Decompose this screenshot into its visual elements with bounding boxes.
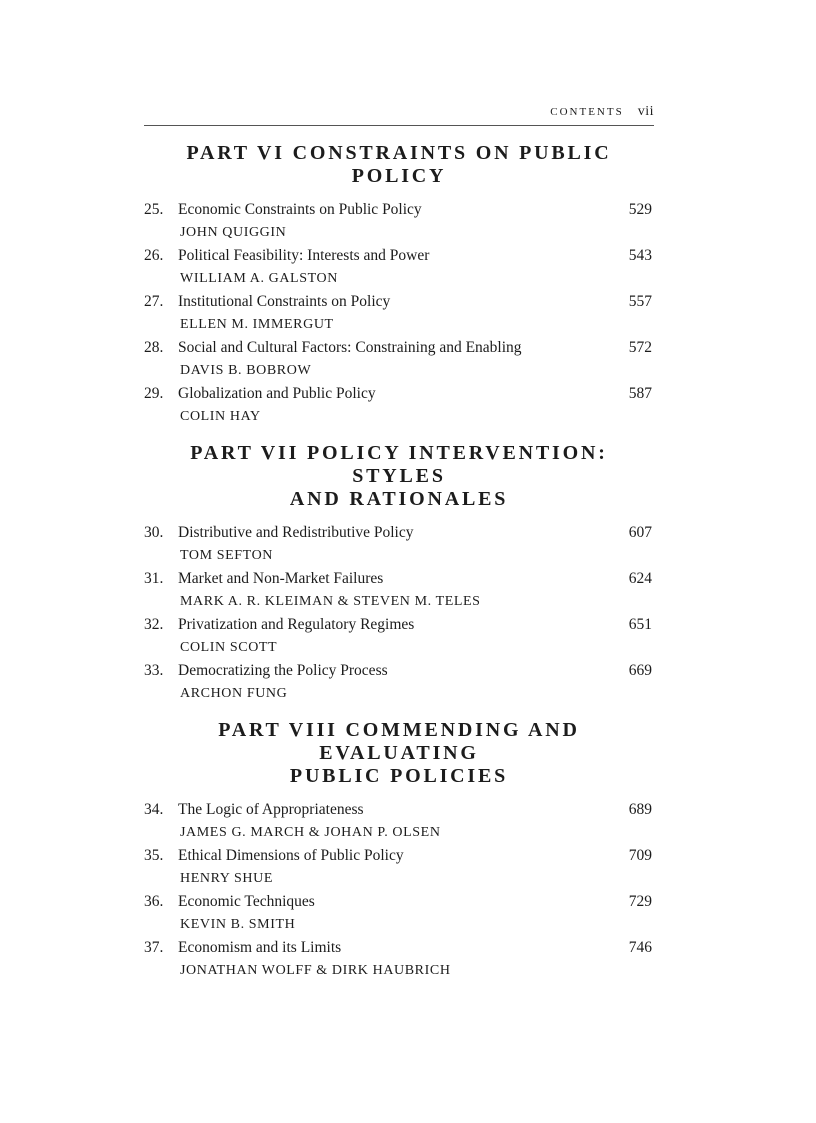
part-title-line: PART VII POLICY INTERVENTION: STYLES xyxy=(190,442,608,487)
chapter-author: TOM SEFTON xyxy=(180,548,274,563)
page-number: 624 xyxy=(628,570,652,587)
chapter-author: JOHN QUIGGIN xyxy=(180,225,287,240)
chapter-number: 29. xyxy=(144,385,164,402)
chapter-title: Economic Techniques xyxy=(178,893,315,910)
page-number: 529 xyxy=(628,201,652,218)
toc-entry[interactable] xyxy=(144,798,654,844)
chapter-title: Democratizing the Policy Process xyxy=(178,662,388,679)
chapter-title: Political Feasibility: Interests and Power xyxy=(178,247,430,264)
chapter-title: Distributive and Redistributive Policy xyxy=(178,524,414,541)
chapter-title: The Logic of Appropriateness xyxy=(178,801,364,818)
chapter-author: DAVIS B. BOBROW xyxy=(180,363,312,378)
part-section xyxy=(144,442,654,705)
chapter-author: KEVIN B. SMITH xyxy=(180,917,296,932)
chapter-author: MARK A. R. KLEIMAN & STEVEN M. TELES xyxy=(180,594,481,609)
toc-entry[interactable] xyxy=(144,290,654,336)
page-number: 607 xyxy=(628,524,652,541)
page-number: 587 xyxy=(628,385,652,402)
toc-entry[interactable] xyxy=(144,567,654,613)
chapter-title: Globalization and Public Policy xyxy=(178,385,376,402)
toc-entry[interactable] xyxy=(144,613,654,659)
part-section xyxy=(144,142,654,428)
chapter-title: Institutional Constraints on Policy xyxy=(178,293,391,310)
header-rule xyxy=(144,125,654,126)
chapter-number: 37. xyxy=(144,939,164,956)
page-number: 669 xyxy=(628,662,652,679)
chapter-title: Market and Non-Market Failures xyxy=(178,570,384,587)
running-head-label: CONTENTS xyxy=(550,106,624,118)
page-number: 746 xyxy=(628,939,652,956)
running-head xyxy=(144,104,654,120)
chapter-title: Social and Cultural Factors: Constraining and Enabling xyxy=(178,339,522,356)
chapter-author: COLIN HAY xyxy=(180,409,261,424)
page-number: 729 xyxy=(628,893,652,910)
toc-entry[interactable] xyxy=(144,890,654,936)
contents-list xyxy=(144,142,654,996)
chapter-number: 30. xyxy=(144,524,164,541)
page-number: 543 xyxy=(628,247,652,264)
chapter-title: Economic Constraints on Public Policy xyxy=(178,201,422,218)
toc-entry[interactable] xyxy=(144,198,654,244)
toc-entry[interactable] xyxy=(144,936,654,982)
page-number: 557 xyxy=(628,293,652,310)
part-title xyxy=(144,442,654,511)
chapter-number: 35. xyxy=(144,847,164,864)
chapter-author: ELLEN M. IMMERGUT xyxy=(180,317,334,332)
part-section xyxy=(144,719,654,982)
chapter-author: WILLIAM A. GALSTON xyxy=(180,271,338,286)
part-title-line: PART VI CONSTRAINTS ON PUBLIC POLICY xyxy=(186,142,612,187)
part-title xyxy=(144,719,654,788)
part-title-line: AND RATIONALES xyxy=(289,488,509,510)
chapter-author: JAMES G. MARCH & JOHAN P. OLSEN xyxy=(180,825,441,840)
chapter-number: 28. xyxy=(144,339,164,356)
toc-entry[interactable] xyxy=(144,382,654,428)
chapter-number: 33. xyxy=(144,662,164,679)
chapter-title: Ethical Dimensions of Public Policy xyxy=(178,847,404,864)
chapter-author: COLIN SCOTT xyxy=(180,640,278,655)
page-number: 709 xyxy=(628,847,652,864)
chapter-title: Economism and its Limits xyxy=(178,939,342,956)
page-number: 689 xyxy=(628,801,652,818)
page-folio: vii xyxy=(637,104,654,119)
chapter-number: 27. xyxy=(144,293,164,310)
page-number: 572 xyxy=(628,339,652,356)
toc-entry[interactable] xyxy=(144,521,654,567)
chapter-author: HENRY SHUE xyxy=(180,871,273,886)
chapter-title: Privatization and Regulatory Regimes xyxy=(178,616,415,633)
chapter-author: JONATHAN WOLFF & DIRK HAUBRICH xyxy=(180,963,451,978)
chapter-number: 25. xyxy=(144,201,164,218)
part-title xyxy=(144,142,654,188)
toc-entry[interactable] xyxy=(144,336,654,382)
part-title-line: PART VIII COMMENDING AND EVALUATING xyxy=(218,719,580,764)
page-number: 651 xyxy=(628,616,652,633)
toc-entry[interactable] xyxy=(144,659,654,705)
toc-entry[interactable] xyxy=(144,844,654,890)
chapter-number: 34. xyxy=(144,801,164,818)
chapter-number: 36. xyxy=(144,893,164,910)
part-title-line: PUBLIC POLICIES xyxy=(289,765,509,787)
toc-entry[interactable] xyxy=(144,244,654,290)
chapter-number: 32. xyxy=(144,616,164,633)
chapter-number: 26. xyxy=(144,247,164,264)
chapter-author: ARCHON FUNG xyxy=(180,686,288,701)
chapter-number: 31. xyxy=(144,570,164,587)
